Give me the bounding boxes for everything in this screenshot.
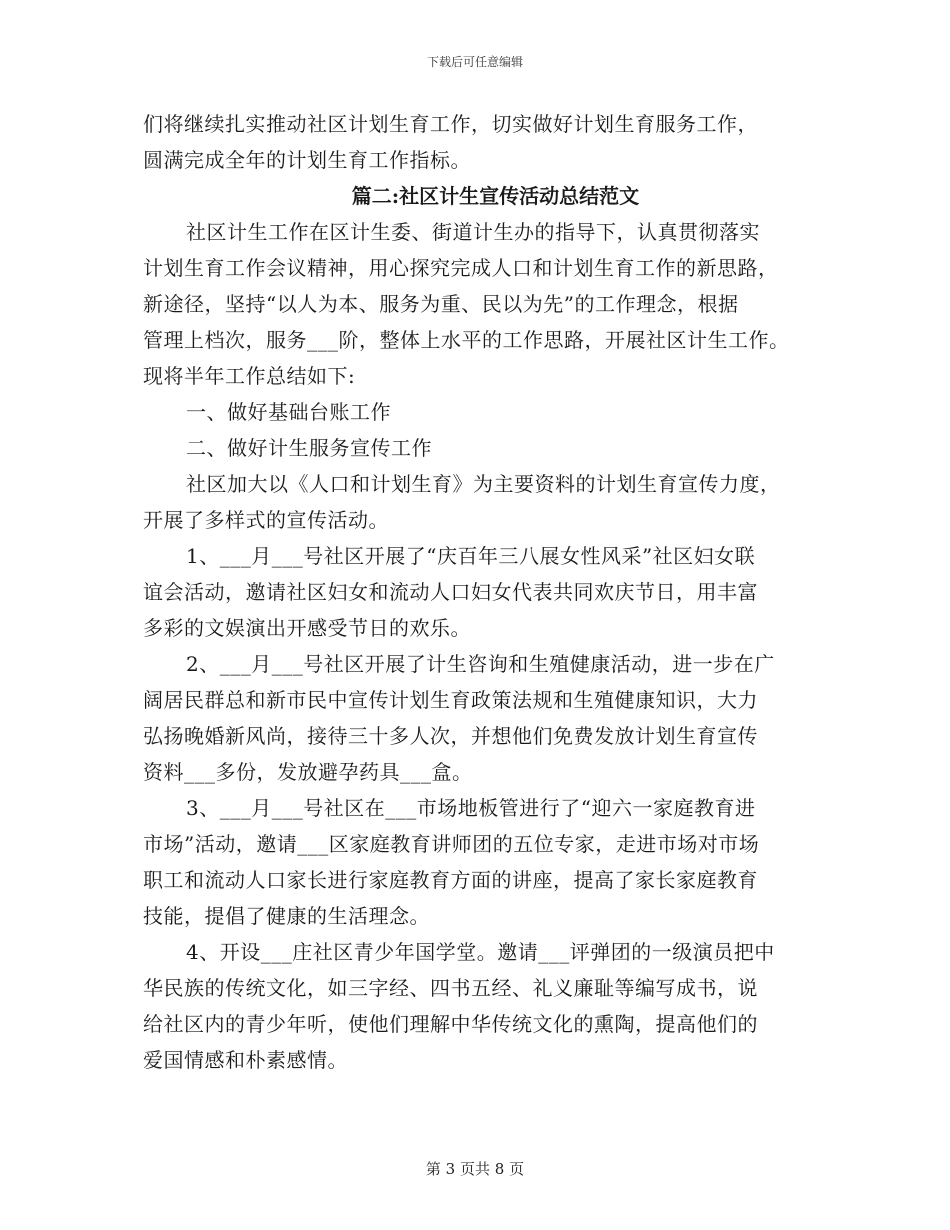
text-line: 给社区内的青少年听，使他们理解中华传统文化的熏陶，提高他们的 <box>143 1012 758 1036</box>
text-line: 资料___多份，发放避孕药具___盒。 <box>143 760 473 784</box>
list-item: 二、做好计生服务宣传工作 <box>186 436 432 460</box>
page-number: 第 3 页共 8 页 <box>425 1160 525 1178</box>
text-line: 2、___月___号社区开展了计生咨询和生殖健康活动，进一步在广 <box>186 652 775 676</box>
text-line: 阔居民群总和新市民中宣传计划生育政策法规和生殖健康知识，大力 <box>143 688 758 712</box>
list-item: 一、做好基础台账工作 <box>186 400 391 424</box>
text-line: 3、___月___号社区在___市场地板管进行了“迎六一家庭教育进 <box>186 796 756 820</box>
text-line: 社区计生工作在区计生委、街道计生办的指导下，认真贯彻落实 <box>186 220 760 244</box>
text-line: 计划生育工作会议精神，用心探究完成人口和计划生育工作的新思路， <box>143 256 779 280</box>
text-line: 开展了多样式的宣传活动。 <box>143 508 389 532</box>
section-title: 篇二:社区计生宣传活动总结范文 <box>351 184 640 208</box>
text-line: 谊会活动，邀请社区妇女和流动人口妇女代表共同欢庆节日，用丰富 <box>143 580 758 604</box>
text-line: 新途径，坚持“以人为本、服务为重、民以为先”的工作理念，根据 <box>143 292 739 316</box>
text-line: 市场”活动，邀请___区家庭教育讲师团的五位专家，走进市场对市场 <box>143 832 760 856</box>
text-line: 4、开设___庄社区青少年国学堂。邀请___评弹团的一级演员把中 <box>186 940 775 964</box>
text-line: 社区加大以《人口和计划生育》为主要资料的计划生育宣传力度， <box>186 472 781 496</box>
text-line: 现将半年工作总结如下: <box>143 364 356 388</box>
text-line: 1、___月___号社区开展了“庆百年三八展女性风采”社区妇女联 <box>186 544 756 568</box>
text-line: 们将继续扎实推动社区计划生育工作，切实做好计划生育服务工作， <box>143 112 758 136</box>
text-line: 多彩的文娱演出开感受节日的欢乐。 <box>143 616 471 640</box>
text-line: 爱国情感和朴素感情。 <box>143 1048 348 1072</box>
text-line: 圆满完成全年的计划生育工作指标。 <box>143 148 471 172</box>
text-line: 弘扬晚婚新风尚，接待三十多人次，并想他们免费发放计划生育宣传 <box>143 724 758 748</box>
text-line: 华民族的传统文化，如三字经、四书五经、礼义廉耻等编写成书，说 <box>143 976 758 1000</box>
page-header: 下载后可任意编辑 <box>426 55 523 69</box>
document-body <box>143 106 808 1078</box>
text-line: 技能，提倡了健康的生活理念。 <box>143 904 430 928</box>
text-line: 职工和流动人口家长进行家庭教育方面的讲座，提高了家长家庭教育 <box>143 868 758 892</box>
text-line: 管理上档次，服务___阶，整体上水平的工作思路，开展社区计生工作。 <box>143 328 790 352</box>
